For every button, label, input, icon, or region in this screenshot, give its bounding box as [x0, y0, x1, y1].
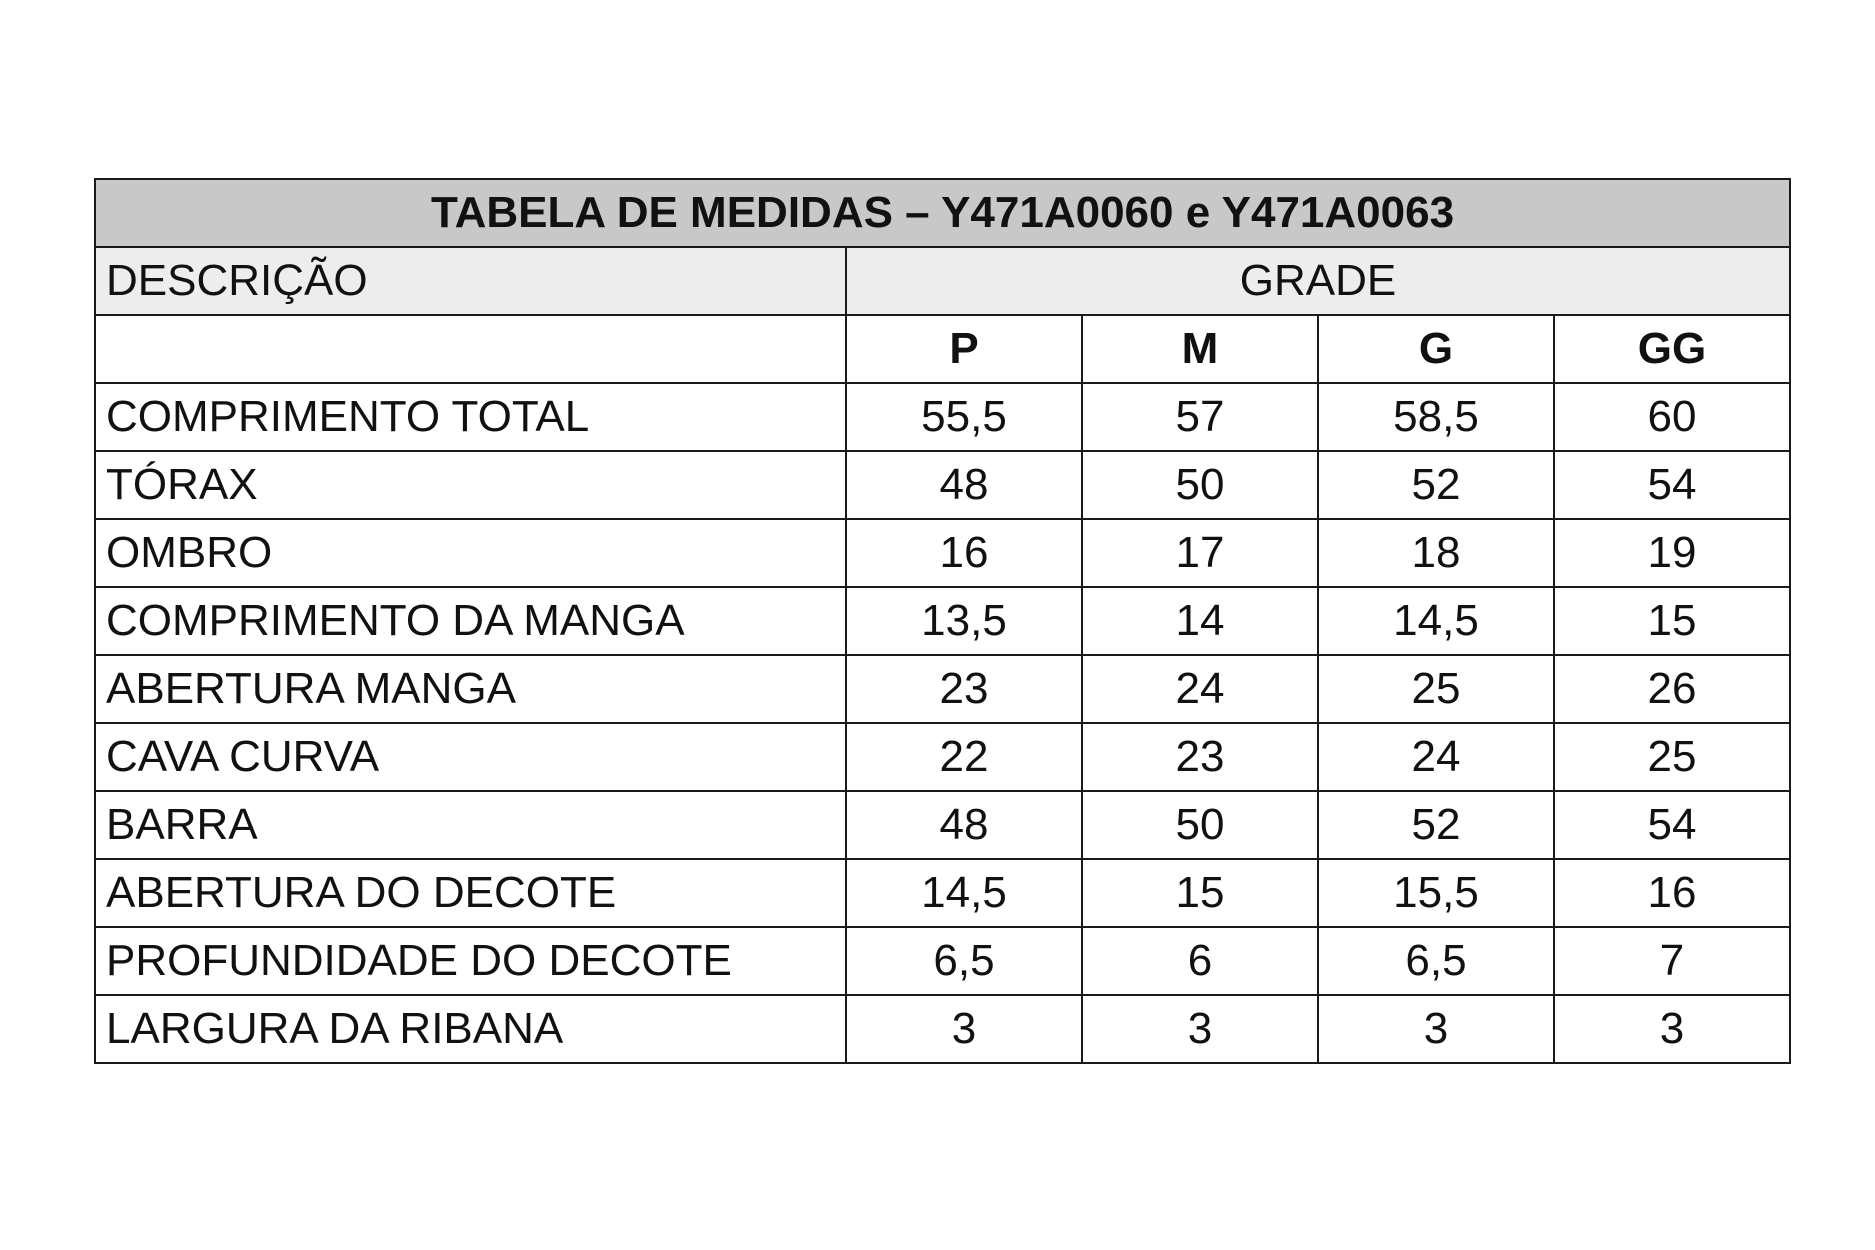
cell-value: 16	[1554, 859, 1790, 927]
row-label: LARGURA DA RIBANA	[95, 995, 846, 1063]
cell-value: 15,5	[1318, 859, 1554, 927]
table-row	[95, 791, 1790, 859]
cell-value: 14	[1082, 587, 1318, 655]
description-header: DESCRIÇÃO	[95, 247, 846, 315]
cell-value: 6,5	[846, 927, 1082, 995]
cell-value: 3	[1082, 995, 1318, 1063]
size-header-p: P	[846, 315, 1082, 383]
cell-value: 23	[1082, 723, 1318, 791]
cell-value: 3	[1318, 995, 1554, 1063]
cell-value: 7	[1554, 927, 1790, 995]
blank-header-cell	[95, 315, 846, 383]
cell-value: 15	[1082, 859, 1318, 927]
cell-value: 3	[1554, 995, 1790, 1063]
cell-value: 24	[1082, 655, 1318, 723]
cell-value: 14,5	[1318, 587, 1554, 655]
cell-value: 13,5	[846, 587, 1082, 655]
cell-value: 57	[1082, 383, 1318, 451]
cell-value: 18	[1318, 519, 1554, 587]
cell-value: 48	[846, 791, 1082, 859]
table-row	[95, 859, 1790, 927]
cell-value: 23	[846, 655, 1082, 723]
row-label: COMPRIMENTO TOTAL	[95, 383, 846, 451]
table-row	[95, 519, 1790, 587]
row-label: ABERTURA MANGA	[95, 655, 846, 723]
size-header-gg: GG	[1554, 315, 1790, 383]
cell-value: 58,5	[1318, 383, 1554, 451]
table-row	[95, 655, 1790, 723]
cell-value: 54	[1554, 451, 1790, 519]
grade-header: GRADE	[846, 247, 1790, 315]
size-header-row	[95, 315, 1790, 383]
cell-value: 48	[846, 451, 1082, 519]
table-row	[95, 383, 1790, 451]
cell-value: 17	[1082, 519, 1318, 587]
cell-value: 6,5	[1318, 927, 1554, 995]
row-label: OMBRO	[95, 519, 846, 587]
table-row	[95, 723, 1790, 791]
row-label: ABERTURA DO DECOTE	[95, 859, 846, 927]
table-row	[95, 995, 1790, 1063]
cell-value: 50	[1082, 791, 1318, 859]
table-title-row	[95, 179, 1790, 247]
cell-value: 54	[1554, 791, 1790, 859]
table-title: TABELA DE MEDIDAS – Y471A0060 e Y471A0063	[95, 179, 1790, 247]
cell-value: 16	[846, 519, 1082, 587]
cell-value: 19	[1554, 519, 1790, 587]
cell-value: 22	[846, 723, 1082, 791]
table-row	[95, 451, 1790, 519]
table-header-row	[95, 247, 1790, 315]
cell-value: 25	[1318, 655, 1554, 723]
cell-value: 24	[1318, 723, 1554, 791]
table-row	[95, 927, 1790, 995]
cell-value: 50	[1082, 451, 1318, 519]
cell-value: 26	[1554, 655, 1790, 723]
row-label: CAVA CURVA	[95, 723, 846, 791]
cell-value: 3	[846, 995, 1082, 1063]
table-row	[95, 587, 1790, 655]
cell-value: 6	[1082, 927, 1318, 995]
row-label: COMPRIMENTO DA MANGA	[95, 587, 846, 655]
row-label: TÓRAX	[95, 451, 846, 519]
size-header-g: G	[1318, 315, 1554, 383]
cell-value: 25	[1554, 723, 1790, 791]
size-header-m: M	[1082, 315, 1318, 383]
cell-value: 60	[1554, 383, 1790, 451]
cell-value: 55,5	[846, 383, 1082, 451]
row-label: PROFUNDIDADE DO DECOTE	[95, 927, 846, 995]
cell-value: 52	[1318, 451, 1554, 519]
cell-value: 14,5	[846, 859, 1082, 927]
cell-value: 52	[1318, 791, 1554, 859]
size-table	[94, 178, 1791, 1064]
row-label: BARRA	[95, 791, 846, 859]
cell-value: 15	[1554, 587, 1790, 655]
